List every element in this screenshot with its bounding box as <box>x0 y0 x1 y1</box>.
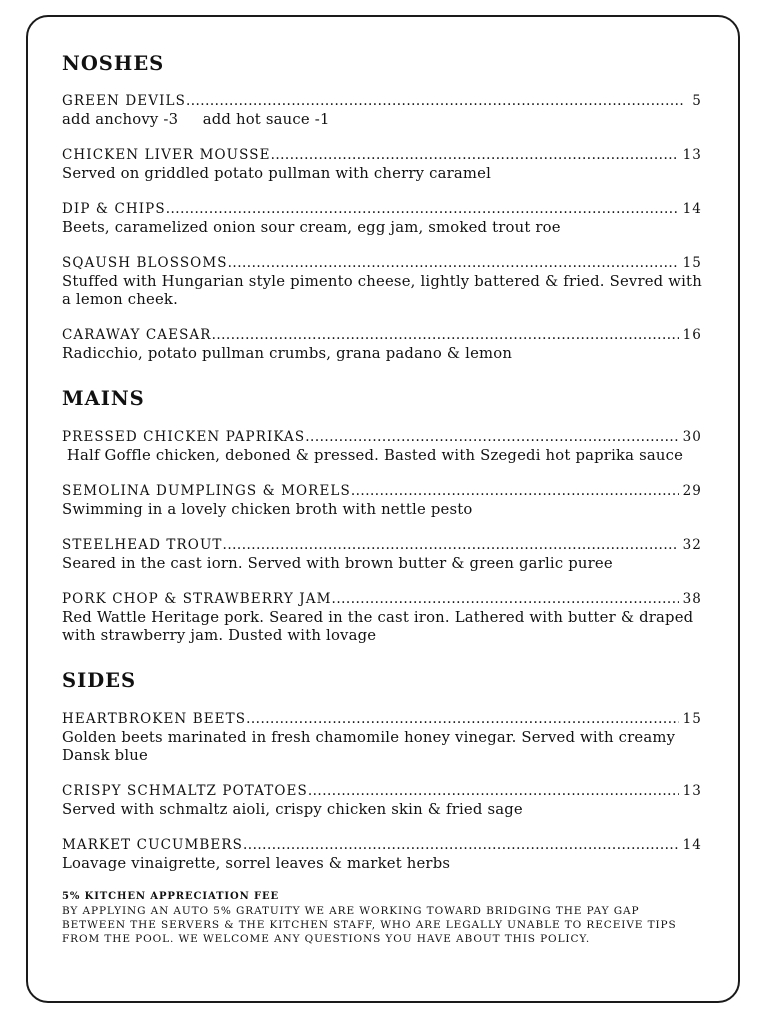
menu-item-pork-chop <box>62 590 702 645</box>
dot-leader <box>308 782 679 801</box>
menu-content <box>62 50 707 946</box>
item-name: SQAUSH BLOSSOMS <box>62 255 228 271</box>
dot-leader <box>223 536 679 555</box>
item-name: MARKET CUCUMBERS <box>62 837 243 853</box>
menu-item-steelhead-trout <box>62 536 702 573</box>
menu-item-semolina-dumplings <box>62 482 702 519</box>
menu-item-dip-and-chips <box>62 200 702 237</box>
item-price: 13 <box>682 783 702 799</box>
item-name: HEARTBROKEN BEETS <box>62 711 247 727</box>
dot-leader <box>332 590 679 609</box>
item-price: 38 <box>682 591 702 607</box>
dot-leader <box>212 326 679 345</box>
item-description: Half Goffle chicken, deboned & pressed. Basted with Szegedi hot paprika sauce <box>62 447 684 464</box>
item-description: Red Wattle Heritage pork. Seared in the cast iron. Lathered with butter & draped with strawberry jam. Dusted with lovage <box>62 609 699 644</box>
item-description: Seared in the cast iorn. Served with brown butter & green garlic puree <box>62 555 613 572</box>
dot-leader <box>351 482 679 501</box>
item-description: Served on griddled potato pullman with cherry caramel <box>62 165 492 182</box>
dot-leader <box>186 92 684 111</box>
item-name: CARAWAY CAESAR <box>62 327 212 343</box>
section-title-mains: MAINS <box>62 387 145 410</box>
menu-item-caraway-caesar <box>62 326 702 363</box>
item-description: Beets, caramelized onion sour cream, egg jam, smoked trout roe <box>62 219 561 236</box>
item-name: PORK CHOP & STRAWBERRY JAM <box>62 591 332 607</box>
item-price: 15 <box>682 255 702 271</box>
item-price: 16 <box>682 327 702 343</box>
item-description: Swimming in a lovely chicken broth with nettle pesto <box>62 501 473 518</box>
item-name: SEMOLINA DUMPLINGS & MORELS <box>62 483 351 499</box>
item-description: Radicchio, potato pullman crumbs, grana padano & lemon <box>62 345 513 362</box>
dot-leader <box>166 200 679 219</box>
menu-item-pressed-chicken-paprikas <box>62 428 702 465</box>
item-name: STEELHEAD TROUT <box>62 537 223 553</box>
menu-item-crispy-schmaltz-potatoes <box>62 782 702 819</box>
item-price: 30 <box>682 429 702 445</box>
dot-leader <box>243 836 679 855</box>
menu-item-green-devils <box>62 92 702 129</box>
kitchen-fee-text: BY APPLYING AN AUTO 5% GRATUITY WE ARE WORKING TOWARD BRIDGING THE PAY GAP BETWEEN THE SERVERS & THE KITCHEN STAFF, WHO ARE LEGALLY UNABLE TO RECEIVE TIPS FROM THE POOL. WE WELCOME ANY QUESTIONS YOU HAVE ABOUT THIS POLICY. <box>62 905 677 945</box>
item-price: 15 <box>682 711 702 727</box>
dot-leader <box>228 254 679 273</box>
kitchen-fee-notice <box>62 890 702 946</box>
dot-leader <box>305 428 678 447</box>
item-name: DIP & CHIPS <box>62 201 166 217</box>
item-price: 32 <box>682 537 702 553</box>
menu-item-chicken-liver-mousse <box>62 146 702 183</box>
menu-item-heartbroken-beets <box>62 710 702 765</box>
item-name: CRISPY SCHMALTZ POTATOES <box>62 783 308 799</box>
item-description: Served with schmaltz aioli, crispy chicken skin & fried sage <box>62 801 523 818</box>
section-title-sides: SIDES <box>62 669 137 692</box>
menu-item-market-cucumbers <box>62 836 702 873</box>
item-description: Loavage vinaigrette, sorrel leaves & market herbs <box>62 855 451 872</box>
menu-item-squash-blossoms <box>62 254 707 309</box>
section-title-noshes: NOSHES <box>62 52 165 75</box>
dot-leader <box>271 146 679 165</box>
item-price: 5 <box>692 93 702 109</box>
item-price: 29 <box>682 483 702 499</box>
item-description: Stuffed with Hungarian style pimento cheese, lightly battered & fried. Sevred with a lemon cheek. <box>62 273 707 308</box>
kitchen-fee-title: 5% KITCHEN APPRECIATION FEE <box>62 891 280 902</box>
item-name: PRESSED CHICKEN PAPRIKAS <box>62 429 306 445</box>
item-description: Golden beets marinated in fresh chamomile honey vinegar. Served with creamy Dansk blue <box>62 729 681 764</box>
item-price: 14 <box>682 837 702 853</box>
item-description: add anchovy -3 add hot sauce -1 <box>62 111 330 128</box>
item-name: CHICKEN LIVER MOUSSE <box>62 147 271 163</box>
dot-leader <box>246 710 679 729</box>
item-price: 14 <box>682 201 702 217</box>
item-price: 13 <box>682 147 702 163</box>
item-name: GREEN DEVILS <box>62 93 186 109</box>
